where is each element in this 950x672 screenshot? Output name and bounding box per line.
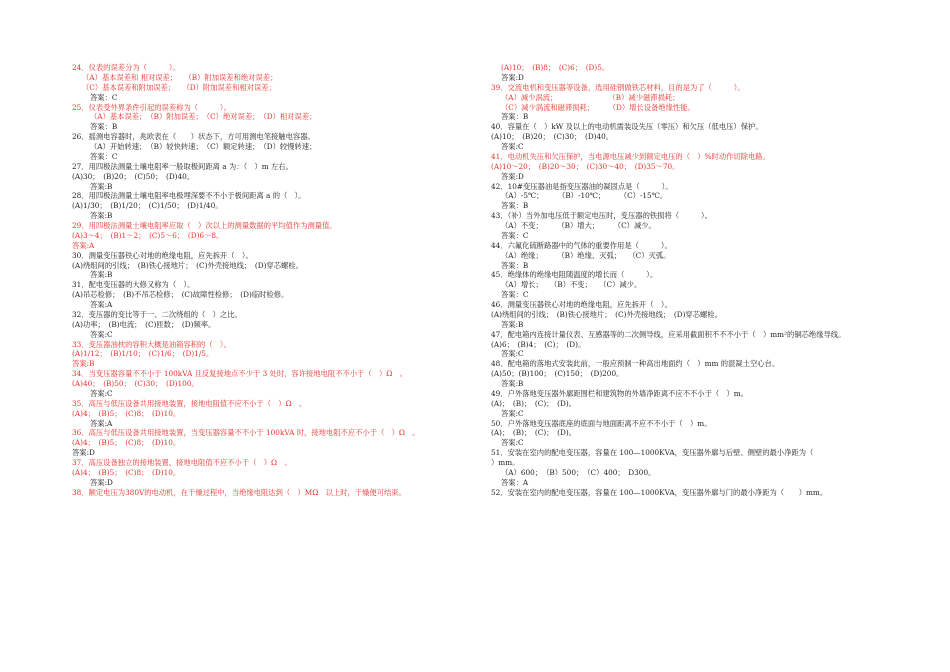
question-line: 51．安装在室内的配电变压器，容量在 100—1000KVA，变压器外廓与后壁、侧壁的最小净距为（ — [491, 448, 814, 458]
question-line: （A）-5℃； （B）-10℃； （C）-15℃。 — [501, 191, 668, 201]
left-column — [72, 63, 472, 498]
question-line: (A)功率； (B)电流； (C)匝数； (D)频率。 — [72, 319, 216, 329]
question-line: 27．用四极法测量土壤电阻率一般取极间距离 a 为：（ ）m 左右。 — [72, 161, 293, 171]
question-line: (A)3～4； (B)1～2； (C)5～6； (D)6～8。 — [72, 230, 224, 240]
question-line: （A）开始转速； （B）较快转速； （C）额定转速； （D）较慢转速； — [90, 142, 317, 151]
question-line: (A)10～20； (B)20～30； (C)30～40； (D)35～70。 — [491, 161, 680, 171]
answer-line: 答案：C — [501, 230, 529, 240]
answer-line: 答案：B — [501, 201, 529, 211]
answer-line: 答案:D — [501, 72, 524, 82]
question-line: 45．绝缘体的绝缘电阻随温度的增长而（ ）。 — [491, 270, 658, 280]
question-line: 34．当变压器容量不不小于 100kVA 且反复接地点不少于 3 处时，容许接地电阻不不小于（ ）Ω 。 — [72, 369, 407, 379]
question-line: 52．安装在室内的配电变压器，容量在 100—1000KVA，变压器外廓与门的最小净距为（ ）mm。 — [491, 487, 828, 497]
question-line: (A)； (B)； (C)； (D)。 — [491, 428, 576, 438]
answer-line: 答案:B — [501, 379, 524, 388]
question-line: ）mm。 — [491, 458, 520, 467]
question-line: （C）基本误差和附加误差； （D）附加误差和相对误差； — [82, 82, 276, 92]
answer-line: 答案:C — [501, 408, 524, 418]
answer-line: 答案:C — [501, 349, 524, 359]
question-line: (A)绕组间的引线； (B)铁心接地片； (C)外壳接地线； (D)穿芯螺栓。 — [72, 260, 303, 270]
question-line: 46．测量变压器铁心对地的绝缘电阻，应先拆开（ ）。 — [491, 300, 672, 309]
question-line: 37．高压设备独立的接地装置，接地电阻值不应不小于（ ）Ω 。 — [72, 458, 292, 467]
question-line: 32．变压器的变比等于一、二次绕组的（ ）之比。 — [72, 309, 242, 319]
question-line: (A)40； (B)50； (C)30； (D)100。 — [72, 379, 199, 388]
question-line: (A)1/12； (B)1/10； (C)1/6； (D)1/5。 — [72, 349, 214, 359]
question-line: 26．摇测电容器时，兆欧表在（ ）状态下，方可用测电笔接触电容器。 — [72, 132, 315, 142]
answer-line: 答案:B — [72, 359, 95, 369]
question-line: （A）减少涡流； （B）减少磁滞损耗； — [501, 92, 680, 102]
answer-line: 答案：C — [90, 92, 118, 102]
question-line: (A)10； (B)8； (C)6； (D)5。 — [501, 63, 610, 72]
question-line: （A）增长； （B）不变； （C）减少。 — [501, 280, 642, 290]
answer-line: 答案:D — [72, 448, 95, 458]
answer-line: 答案:A — [90, 418, 113, 428]
question-line: （A）600； （B）500； （C）400； D300。 — [501, 467, 656, 477]
question-line: 28．用四极法测量土壤电阻率电极埋深要不不小于极间距离 a 的（ ）。 — [72, 191, 306, 201]
question-line: 38．额定电压为380V的电动机，在干燥过程中，当绝缘电阻达到（ ）MΩ 以上时，干燥便可结束。 — [72, 487, 406, 497]
question-line: （A）不变； （B）增大； （C）减少。 — [501, 221, 656, 230]
question-line: （A）绝缘； （B）绝缘、灭弧； （C）灭弧。 — [501, 250, 671, 260]
right-column — [491, 63, 886, 498]
question-line: 48．配电箱的落地式安装此前，一般应预制一种高出地面约（ ）mm 的混凝土空心台。 — [491, 359, 780, 369]
answer-line: 答案:C — [501, 142, 524, 151]
question-line: (A)4； (B)5； (C)8； (D)10。 — [72, 467, 181, 477]
question-line: 31．配电变压器的大修又称为（ ）。 — [72, 280, 195, 290]
question-line: 47．配电箱内连接计量仪表、互感器等的二次侧导线，应采用截面积不不不小于（ ）mm²的铜芯绝缘导线。 — [491, 329, 846, 339]
question-line: 40．容量在（ ）kW 及以上的电动机需装设失压（零压）和欠压（低电压）保护。 — [491, 122, 763, 132]
question-line: 39．交流电机和变压器等设备，选用硅钢做铁芯材料，目的是为了（ ）。 — [491, 82, 745, 92]
question-line: 25．仪表受外界条件引起的误差称为（ ）。 — [72, 102, 231, 112]
answer-line: 答案:C — [90, 388, 113, 398]
answer-line: 答案:D — [90, 477, 113, 487]
answer-line: 答案：B — [501, 260, 529, 270]
question-line: 29．用四极法测量土壤电阻率应取（ ）次以上的测量数据的平均值作为测量值。 — [72, 221, 337, 230]
question-line: (A)30； (B)20； (C)50； (D)40。 — [72, 171, 195, 181]
answer-line: 答案:A — [90, 300, 113, 309]
question-line: (A)50；(B)100； (C)150； (D)200。 — [491, 369, 624, 379]
answer-line: 答案:A — [72, 240, 95, 250]
question-line: (A)； (B)； (C)； (D)。 — [491, 398, 576, 408]
question-line: 35．高压与低压设备共用接地装置，接地电阻值不应不小于（ ）Ω 。 — [72, 398, 307, 408]
question-line: (A)10； (B)20； (C)30； (D)40。 — [491, 132, 614, 142]
answer-line: 答案：C — [90, 151, 118, 161]
answer-line: 答案:B — [501, 319, 524, 329]
answer-line: 答案：C — [501, 290, 529, 300]
question-line: 43．（补）当外加电压低于额定电压时，变压器的铁损将（ ）。 — [491, 211, 712, 221]
question-line: （A）基本误差； （B）附加误差； （C）绝对误差； （D）相对误差； — [90, 112, 317, 122]
question-line: 50．户外落地变压器底座的底面与地面距离不应不不小于（ ）m。 — [491, 418, 712, 428]
question-line: 36．高压与低压设备共用接地装置，当变压器容量不不小于 100kVA 时，接地电阻不应不小于（ ）Ω 。 — [72, 428, 420, 438]
answer-line: 答案:C — [90, 329, 113, 339]
question-line: (A)1/30； (B)1/20； (C)1/50； (D)1/40。 — [72, 201, 223, 211]
answer-line: 答案:B — [90, 211, 113, 221]
question-line: 49．户外落地变压器外廓距围栏和建筑物的外墙净距离不应不不小于（ ）m。 — [491, 388, 748, 398]
question-line: （A）基本误差和 相对误差； （B）附加误差和绝对误差； — [82, 72, 278, 82]
question-line: 24．仪表的误差分为（ ）。 — [72, 63, 180, 72]
question-line: 30．测量变压器铁心对地的绝缘电阻，应先拆开（ ）。 — [72, 250, 253, 260]
question-line: 41．电动机失压和欠压保护，当电源电压减少到额定电压的（ ）%时动作切除电路。 — [491, 151, 770, 161]
question-line: (A)6； (B)4； (C)； (D)。 — [491, 339, 586, 349]
answer-line: 答案:B — [90, 181, 113, 191]
answer-line: 答案：B — [90, 122, 118, 132]
question-line: (A)4； (B)5； (C)8； (D)10。 — [72, 438, 181, 448]
answer-line: 答案:B — [90, 270, 113, 280]
question-line: 44．六氟化硫断路器中的气体的重要作用是（ ）。 — [491, 240, 672, 250]
question-line: 33．变压器油枕的容积大概是油箱容积的（ ）。 — [72, 339, 231, 349]
answer-line: 答案:D — [501, 171, 524, 181]
answer-line: 答案:C — [501, 438, 524, 448]
answer-line: 答案：A — [501, 477, 529, 487]
question-line: （C）减少涡流和磁滞损耗； （D）增长设备绝缘性能。 — [501, 102, 695, 112]
question-line: (A)吊芯检修； (B)不吊芯检修； (C)故障性检修； (D)临时检修。 — [72, 290, 289, 300]
answer-line: 答案：B — [501, 112, 529, 122]
question-line: (A)绕组间的引线； (B)铁心接地片； (C)外壳接地线； (D)穿芯螺栓。 — [491, 309, 722, 319]
question-line: 42．10#变压器油是指变压器油的凝固点是（ ）。 — [491, 181, 673, 191]
question-line: (A)4； (B)5； (C)8； (D)10。 — [72, 408, 181, 418]
